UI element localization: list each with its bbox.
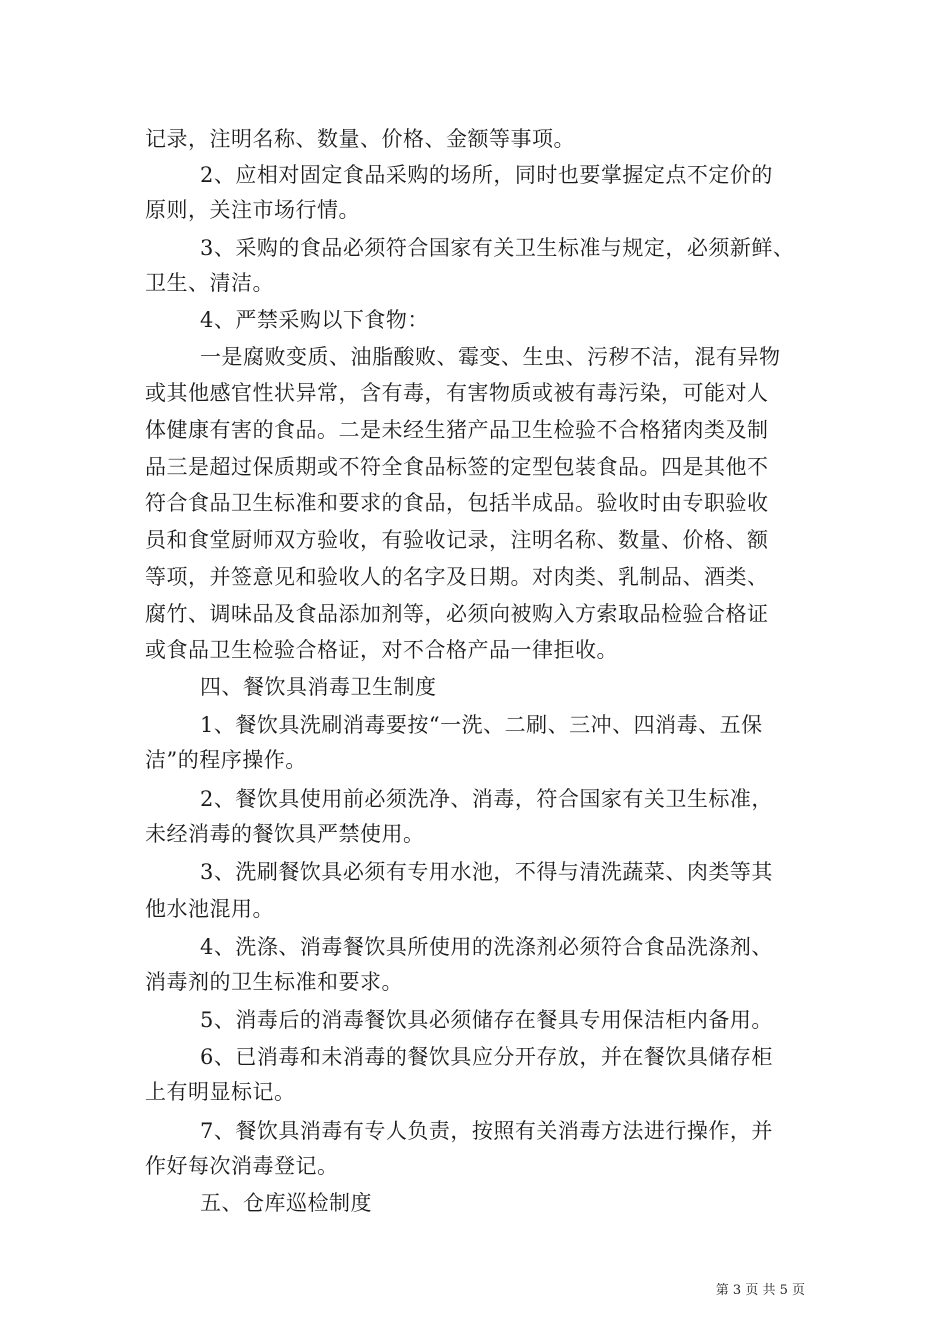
text-line: 1、餐饮具洗刷消毒要按“一洗、二刷、三冲、四消毒、五保 xyxy=(200,713,763,737)
text-line: 原则，关注市场行情。 xyxy=(145,198,360,222)
text-line: 4、洗涤、消毒餐饮具所使用的洗涤剂必须符合食品洗涤剂、 xyxy=(200,935,773,959)
text-line: 或食品卫生检验合格证，对不合格产品一律拒收。 xyxy=(145,638,618,662)
text-line: 作好每次消毒登记。 xyxy=(145,1154,339,1178)
text-line: 3、洗刷餐饮具必须有专用水池，不得与清洗蔬菜、肉类等其 xyxy=(200,860,773,884)
text-line: 6、已消毒和未消毒的餐饮具应分开存放，并在餐饮具储存柜 xyxy=(200,1045,773,1069)
text-line: 卫生、清洁。 xyxy=(145,271,274,295)
text-line: 等项，并签意见和验收人的名字及日期。对肉类、乳制品、酒类、 xyxy=(145,565,769,589)
text-line: 未经消毒的餐饮具严禁使用。 xyxy=(145,822,425,846)
text-line: 符合食品卫生标准和要求的食品，包括半成品。验收时由专职验收 xyxy=(145,491,769,515)
text-line: 洁”的程序操作。 xyxy=(145,748,307,772)
text-line: 员和食堂厨师双方验收，有验收记录，注明名称、数量、价格、额 xyxy=(145,528,769,552)
text-line: 腐竹、调味品及食品添加剂等，必须向被购入方索取品检验合格证 xyxy=(145,602,769,626)
text-line: 一是腐败变质、油脂酸败、霉变、生虫、污秽不洁，混有异物 xyxy=(200,345,781,369)
text-line: 品三是超过保质期或不符全食品标签的定型包装食品。四是其他不 xyxy=(145,455,769,479)
text-line: 3、采购的食品必须符合国家有关卫生标准与规定，必须新鲜、 xyxy=(200,236,795,260)
text-line: 2、应相对固定食品采购的场所，同时也要掌握定点不定价的 xyxy=(200,163,773,187)
text-line: 7、餐饮具消毒有专人负责，按照有关消毒方法进行操作，并 xyxy=(200,1119,773,1143)
text-line: 5、消毒后的消毒餐饮具必须储存在餐具专用保洁柜内备用。 xyxy=(200,1008,773,1032)
text-line: 上有明显标记。 xyxy=(145,1080,296,1104)
text-line: 消毒剂的卫生标准和要求。 xyxy=(145,970,403,994)
text-line: 或其他感官性状异常，含有毒，有害物质或被有毒污染，可能对人 xyxy=(145,381,769,405)
text-line: 体健康有害的食品。二是未经生猪产品卫生检验不合格猪肉类及制 xyxy=(145,418,769,442)
section-heading: 四、餐饮具消毒卫生制度 xyxy=(200,675,437,699)
text-line: 2、餐饮具使用前必须洗净、消毒，符合国家有关卫生标准， xyxy=(200,787,773,811)
page-number: 第 3 页 共 5 页 xyxy=(715,1283,805,1298)
text-line: 他水池混用。 xyxy=(145,897,274,921)
section-heading: 五、仓库巡检制度 xyxy=(200,1191,372,1215)
text-line: 4、严禁采购以下食物： xyxy=(200,308,429,332)
text-line: 记录，注明名称、数量、价格、金额等事项。 xyxy=(145,127,575,151)
